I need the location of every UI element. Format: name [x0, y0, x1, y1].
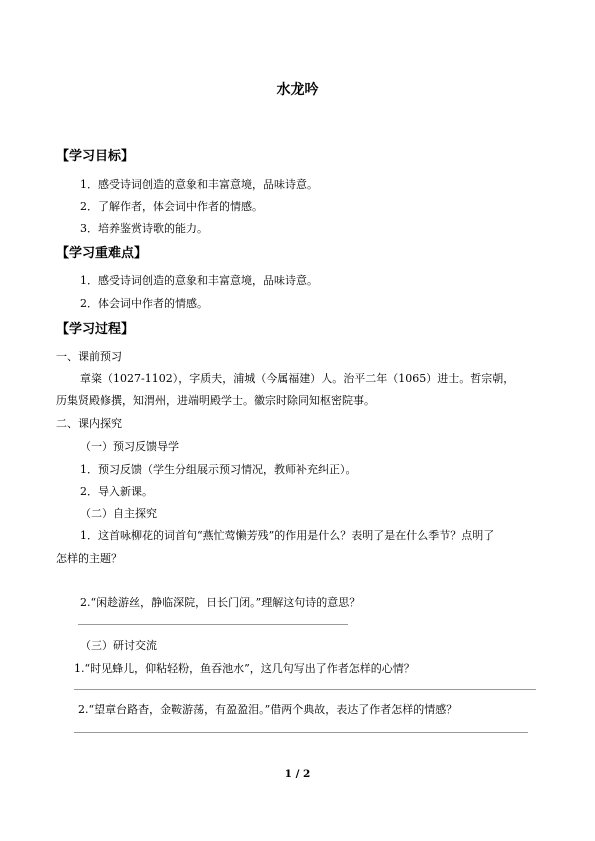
answer-line: [74, 732, 528, 733]
answer-line: [74, 689, 536, 690]
page-title: 水龙吟: [276, 82, 319, 98]
feedback-item: 2．导入新课。: [80, 485, 153, 498]
inquiry-section-title: 二、课内探究: [56, 417, 122, 430]
feedback-item: 1．预习反馈（学生分组展示预习情况，教师补充纠正）。: [80, 463, 357, 476]
process-heading: 【学习过程】: [56, 322, 135, 337]
objective-item: 1．感受诗词创造的意象和丰富意境，品味诗意。: [80, 178, 318, 191]
question: 2.“闲趁游丝，静临深院，日长门闭。”理解这句诗的意思？: [80, 596, 361, 609]
key-point-item: 1．感受诗词创造的意象和丰富意境，品味诗意。: [80, 274, 318, 287]
preview-text-line: 章粢（1027-1102），字质夫，浦城（今属福建）人。治平二年（1065）进士。哲宗朝，: [80, 372, 515, 385]
objective-item: 3．培养鉴赏诗歌的能力。: [80, 222, 208, 235]
answer-line: [78, 624, 348, 625]
preview-section-title: 一、课前预习: [56, 350, 122, 363]
key-point-item: 2．体会词中作者的情感。: [80, 297, 208, 310]
subsection-title: （三）研讨交流: [80, 639, 157, 652]
question: 1.“时见蜂儿，仰粘轻粉，鱼吞池水”，这几句写出了作者怎样的心情？: [74, 662, 415, 675]
question-line: 怎样的主题？: [56, 552, 122, 565]
question-line: 1．这首咏柳花的词首句“燕忙莺懒芳残”的作用是什么？表明了是在什么季节？点明了: [80, 529, 495, 542]
key-points-heading: 【学习重难点】: [56, 246, 148, 261]
objectives-heading: 【学习目标】: [56, 149, 135, 164]
preview-text-line: 历集贤殿修撰，知渭州，进端明殿学士。徽宗时除同知枢密院事。: [56, 394, 375, 407]
subsection-title: （一）预习反馈导学: [80, 440, 179, 453]
objective-item: 2．了解作者，体会词中作者的情感。: [80, 200, 263, 213]
subsection-title: （二）自主探究: [80, 507, 157, 520]
question: 2.“望章台路杳，金鞍游荡，有盈盈泪。”借两个典故，表达了作者怎样的情感？: [78, 703, 458, 716]
page-number: 1 / 2: [284, 768, 311, 780]
